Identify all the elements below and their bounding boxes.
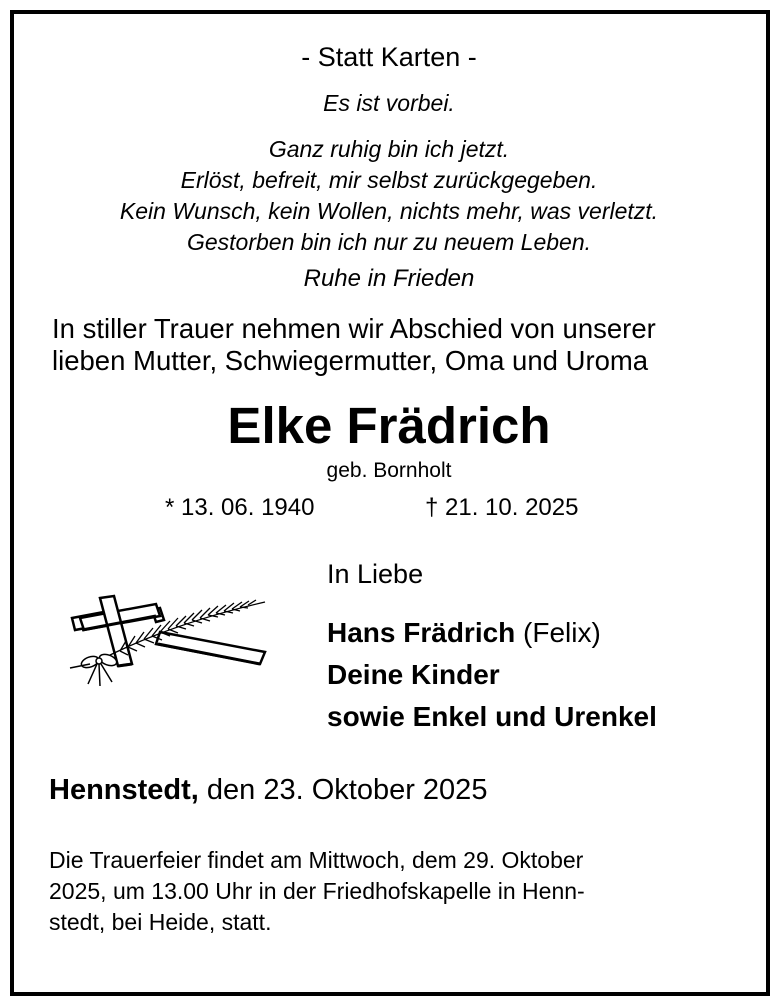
poem-closing: Ruhe in Frieden xyxy=(303,265,475,292)
birth-name: geb. Bornholt xyxy=(326,459,452,482)
poem-line: Gestorben bin ich nur zu neuem Leben. xyxy=(186,229,592,255)
funeral-line: 2025, um 13.00 Uhr in der Friedhofskapelle in Henn- xyxy=(49,878,585,904)
intro-line: In stiller Trauer nehmen wir Abschied von unserer xyxy=(52,313,656,344)
poem-title: Es ist vorbei. xyxy=(323,90,455,116)
mourner-line: sowie Enkel und Urenkel xyxy=(327,701,657,732)
birth-date: * 13. 06. 1940 xyxy=(165,494,315,521)
death-date: † 21. 10. 2025 xyxy=(425,494,579,521)
mourners-intro: In Liebe xyxy=(327,559,424,589)
poem-line: Ganz ruhig bin ich jetzt. xyxy=(268,136,510,162)
mourner-name: Hans Frädrich xyxy=(327,617,516,648)
mourner-line: Deine Kinder xyxy=(327,659,500,690)
mourner-nickname: (Felix) xyxy=(515,617,601,648)
place-date xyxy=(49,774,487,807)
poem-line: Erlöst, befreit, mir selbst zurückgegeben. xyxy=(180,167,598,193)
funeral-info xyxy=(49,845,585,938)
poem-line: Kein Wunsch, kein Wollen, nichts mehr, was verletzt. xyxy=(119,198,659,224)
funeral-line: Die Trauerfeier findet am Mittwoch, dem 29. Oktober xyxy=(49,847,584,873)
date: den 23. Oktober 2025 xyxy=(198,774,488,806)
place: Hennstedt, xyxy=(49,774,199,806)
cross-with-palm-branch-icon xyxy=(60,594,270,689)
funeral-line: stedt, bei Heide, statt. xyxy=(49,909,272,935)
intro-line: lieben Mutter, Schwiegermutter, Oma und Uroma xyxy=(52,345,649,376)
deceased-name: Elke Frädrich xyxy=(227,397,551,454)
mourner-line xyxy=(327,617,601,649)
statt-karten-heading: - Statt Karten - xyxy=(301,42,477,72)
